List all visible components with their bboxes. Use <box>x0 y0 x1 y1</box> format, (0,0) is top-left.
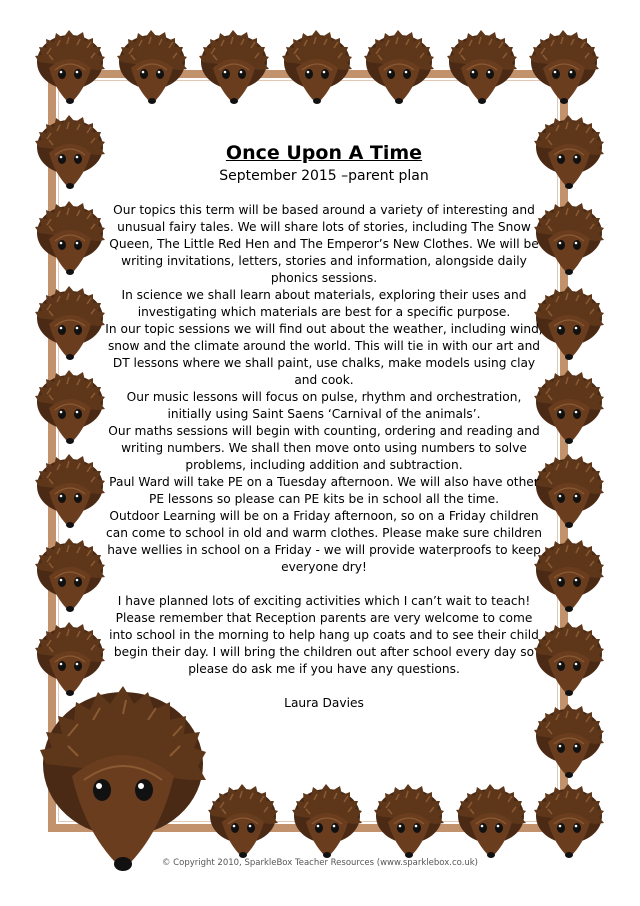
hedgehog-icon <box>372 782 446 860</box>
page-subtitle: September 2015 –parent plan <box>219 168 429 184</box>
hedgehog-icon <box>33 368 107 446</box>
music-paragraph: Our music lessons will focus on pulse, rhythm and orchestration, initially using Saint Saens ‘Carnival of the animals’. <box>126 390 522 421</box>
hedgehog-icon <box>454 782 528 860</box>
parent-plan-letter <box>104 141 544 712</box>
closing-paragraph: I have planned lots of exciting activities which I can’t wait to teach! Please remember that Reception parents are very welcome to come into school in the morning to help hang up coats and to see their child begin their day. I will bring the children out after school every day so please do ask me if you have any questions. <box>109 594 539 676</box>
hedgehog-icon <box>33 284 107 362</box>
pe-paragraph: Paul Ward will take PE on a Tuesday afternoon. We will also have other PE lessons so please can PE kits be in school all the time. <box>109 475 539 506</box>
hedgehog-icon <box>197 28 271 106</box>
hedgehog-icon <box>527 28 601 106</box>
signature: Laura Davies <box>284 696 364 710</box>
topics-paragraph: Our topics this term will be based around a variety of interesting and unusual fairy tales. We will share lots of stories, including The Snow Queen, The Little Red Hen and The Emperor’s New Clothes. We will be writing invitations, letters, stories and information, alongside daily phonics sessions. <box>109 203 539 285</box>
hedgehog-icon <box>33 536 107 614</box>
hedgehog-icon <box>206 782 280 860</box>
hedgehog-icon <box>33 28 107 106</box>
hedgehog-icon <box>532 782 606 860</box>
topic-sessions-paragraph: In our topic sessions we will find out about the weather, including wind, snow and the climate around the world. This will tie in with our art and DT lessons where we shall paint, use chalks, make models using clay and cook. <box>105 322 543 387</box>
hedgehog-icon <box>362 28 436 106</box>
hedgehog-icon <box>290 782 364 860</box>
hedgehog-icon <box>33 113 107 191</box>
page-title: Once Upon A Time <box>225 142 423 164</box>
paragraph-spacer <box>104 576 544 593</box>
hedgehog-icon <box>33 199 107 277</box>
hedgehog-icon <box>280 28 354 106</box>
hedgehog-icon <box>115 28 189 106</box>
outdoor-learning-paragraph: Outdoor Learning will be on a Friday afternoon, so on a Friday children can come to school in old and warm clothes. Please make sure children have wellies in school on a Friday - we will provide waterproofs to keep everyone dry! <box>106 509 542 574</box>
hedgehog-icon <box>445 28 519 106</box>
hedgehog-icon <box>532 702 606 780</box>
science-paragraph: In science we shall learn about materials, exploring their uses and investigating which materials are best for a specific purpose. <box>121 288 527 319</box>
maths-paragraph: Our maths sessions will begin with counting, ordering and reading and writing numbers. We shall then move onto using numbers to solve problems, including addition and subtraction. <box>108 424 540 472</box>
copyright-footer: © Copyright 2010, SparkleBox Teacher Resources (www.sparklebox.co.uk) <box>161 858 479 868</box>
hedgehog-icon <box>33 452 107 530</box>
